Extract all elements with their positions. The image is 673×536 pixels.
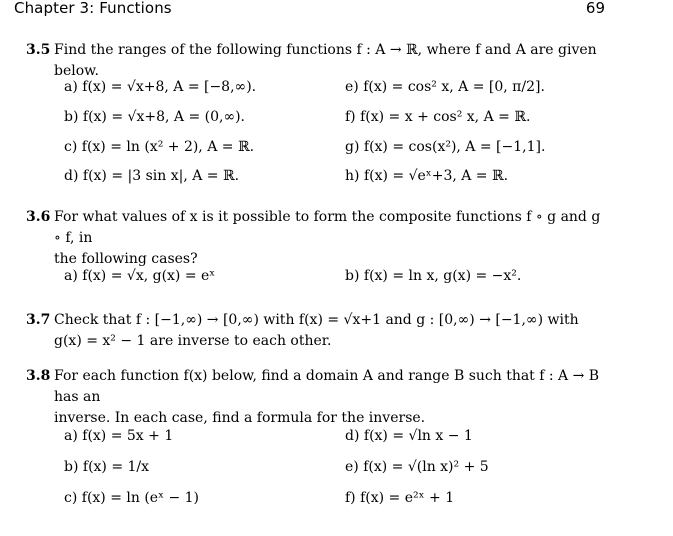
exercise-3-8-a: a) f(x) = 5x + 1 <box>64 428 174 444</box>
exercise-3-8-c: c) f(x) = ln (eˣ − 1) <box>64 490 200 506</box>
exercise-3-8-e: e) f(x) = √(ln x)² + 5 <box>345 459 489 475</box>
problem-3-6 <box>26 207 608 270</box>
exercise-3-6-b: b) f(x) = ln x, g(x) = −x². <box>345 268 522 284</box>
problem-text: Find the ranges of the following functions f : A → ℝ, where f and A are given below. <box>54 42 597 79</box>
exercise-3-5-a: a) f(x) = √x+8, A = [−8,∞). <box>64 79 257 95</box>
exercise-3-6-a: a) f(x) = √x, g(x) = eˣ <box>64 268 216 284</box>
problem-text-line-1: For each function f(x) below, find a domain A and range B such that f : A → B has an <box>54 368 600 405</box>
problem-text-line-2: the following cases? <box>54 251 198 267</box>
problem-text-line-2: inverse. In each case, find a formula for the inverse. <box>54 410 426 426</box>
exercise-3-5-b: b) f(x) = √x+8, A = (0,∞). <box>64 109 246 125</box>
exercise-3-5-d: d) f(x) = |3 sin x|, A = ℝ. <box>64 168 240 184</box>
exercise-3-5-e: e) f(x) = cos² x, A = [0, π/2]. <box>345 79 545 95</box>
problem-text-line-1: Check that f : [−1,∞) → [0,∞) with f(x) = √x+1 and g : [0,∞) → [−1,∞) with <box>54 312 579 328</box>
page-header <box>0 0 673 22</box>
problem-number: 3.5 <box>26 42 51 58</box>
problem-text-line-2: g(x) = x² − 1 are inverse to each other. <box>54 333 332 349</box>
exercise-3-5-c: c) f(x) = ln (x² + 2), A = ℝ. <box>64 139 255 155</box>
exercise-3-5-h: h) f(x) = √eˣ+3, A = ℝ. <box>345 168 509 184</box>
problem-3-5 <box>26 40 608 82</box>
chapter-title: Chapter 3: Functions <box>14 0 172 17</box>
problem-text-line-1: For what values of x is it possible to form the composite functions f ∘ g and g ∘ f, in <box>54 209 601 246</box>
exercise-3-8-d: d) f(x) = √ln x − 1 <box>345 428 473 444</box>
exercise-3-8-b: b) f(x) = 1/x <box>64 459 150 475</box>
exercise-3-5-g: g) f(x) = cos(x²), A = [−1,1]. <box>345 139 546 155</box>
problem-number: 3.8 <box>26 368 51 384</box>
problem-3-8 <box>26 366 608 429</box>
problem-3-7 <box>26 310 608 352</box>
exercise-3-5-f: f) f(x) = x + cos² x, A = ℝ. <box>345 109 531 125</box>
exercise-3-8-f: f) f(x) = e²ˣ + 1 <box>345 490 455 506</box>
page-number: 69 <box>585 0 605 17</box>
problem-number: 3.7 <box>26 312 51 328</box>
problem-number: 3.6 <box>26 209 51 225</box>
